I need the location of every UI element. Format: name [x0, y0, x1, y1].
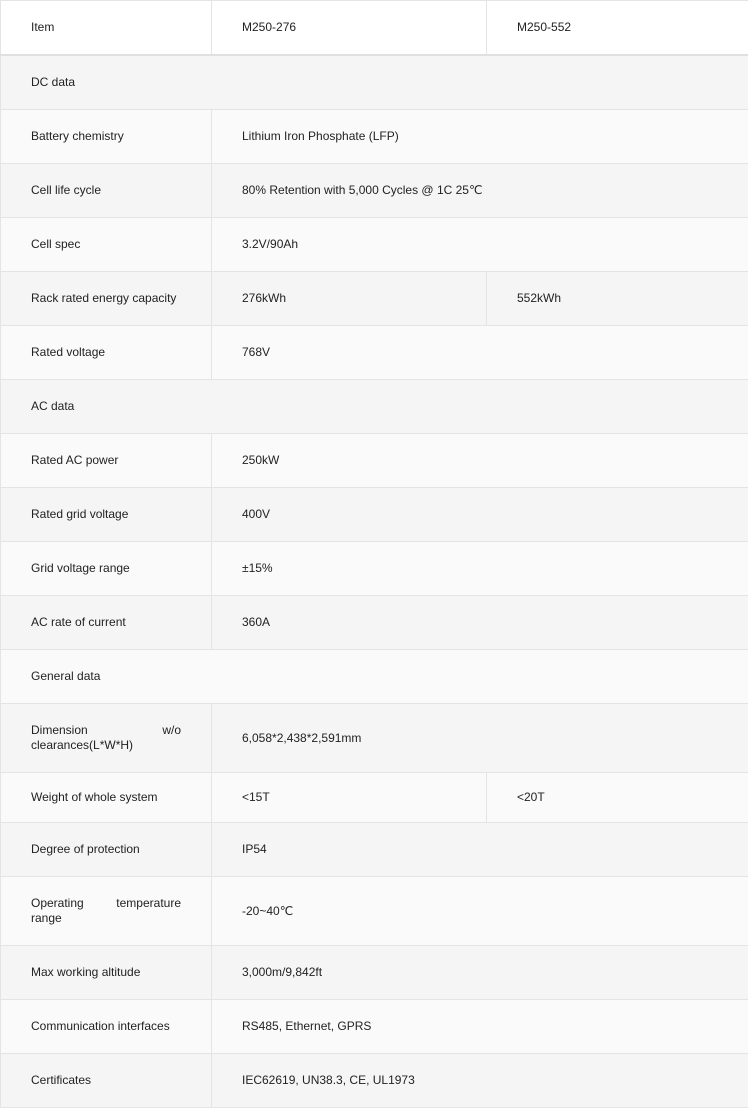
row-value-m250-552: 552kWh — [487, 272, 748, 326]
row-label: Cell spec — [1, 218, 212, 272]
row-value: 360A — [212, 596, 748, 650]
row-value: 250kW — [212, 434, 748, 488]
header-item: Item — [1, 1, 212, 56]
section-title-general: General data — [1, 650, 748, 704]
row-value-m250-276: <15T — [212, 773, 487, 823]
row-value: IP54 — [212, 823, 748, 877]
row-label: Grid voltage range — [1, 542, 212, 596]
row-value: 400V — [212, 488, 748, 542]
row-value: RS485, Ethernet, GPRS — [212, 1000, 748, 1054]
table-row — [1, 434, 748, 488]
table-row — [1, 1054, 748, 1108]
section-row-general — [1, 650, 748, 704]
header-m250-276: M250-276 — [212, 1, 487, 56]
table-row — [1, 877, 748, 946]
table-header-row — [1, 1, 748, 56]
table-row — [1, 1000, 748, 1054]
table-row — [1, 218, 748, 272]
row-value: 3,000m/9,842ft — [212, 946, 748, 1000]
row-label: Max working altitude — [1, 946, 212, 1000]
row-value: 3.2V/90Ah — [212, 218, 748, 272]
table-row — [1, 704, 748, 773]
row-label: Rated voltage — [1, 326, 212, 380]
row-label: Rack rated energy capacity — [1, 272, 212, 326]
table-row — [1, 272, 748, 326]
table-row — [1, 164, 748, 218]
row-label: Battery chemistry — [1, 110, 212, 164]
section-title-dc: DC data — [1, 55, 748, 110]
row-label: Rated grid voltage — [1, 488, 212, 542]
row-label: Cell life cycle — [1, 164, 212, 218]
table-row — [1, 542, 748, 596]
row-label: Weight of whole system — [1, 773, 212, 823]
row-value: ±15% — [212, 542, 748, 596]
row-value: -20~40℃ — [212, 877, 748, 946]
table-row — [1, 596, 748, 650]
table-row — [1, 488, 748, 542]
row-label: Communication interfaces — [1, 1000, 212, 1054]
section-title-ac: AC data — [1, 380, 748, 434]
row-value: 6,058*2,438*2,591mm — [212, 704, 748, 773]
row-label: Dimension w/o clearances(L*W*H) — [1, 704, 212, 773]
section-row-ac — [1, 380, 748, 434]
row-label: Rated AC power — [1, 434, 212, 488]
table-row — [1, 326, 748, 380]
row-label: AC rate of current — [1, 596, 212, 650]
section-row-dc — [1, 55, 748, 110]
row-value-m250-552: <20T — [487, 773, 748, 823]
row-label: Degree of protection — [1, 823, 212, 877]
row-value: 768V — [212, 326, 748, 380]
table-row — [1, 110, 748, 164]
table-row — [1, 773, 748, 823]
row-label: Certificates — [1, 1054, 212, 1108]
table-row — [1, 823, 748, 877]
row-value: Lithium Iron Phosphate (LFP) — [212, 110, 748, 164]
row-value: 80% Retention with 5,000 Cycles @ 1C 25℃ — [212, 164, 748, 218]
row-value-m250-276: 276kWh — [212, 272, 487, 326]
row-value: IEC62619, UN38.3, CE, UL1973 — [212, 1054, 748, 1108]
row-label: Operating temperature range — [1, 877, 212, 946]
table-row — [1, 946, 748, 1000]
header-m250-552: M250-552 — [487, 1, 748, 56]
